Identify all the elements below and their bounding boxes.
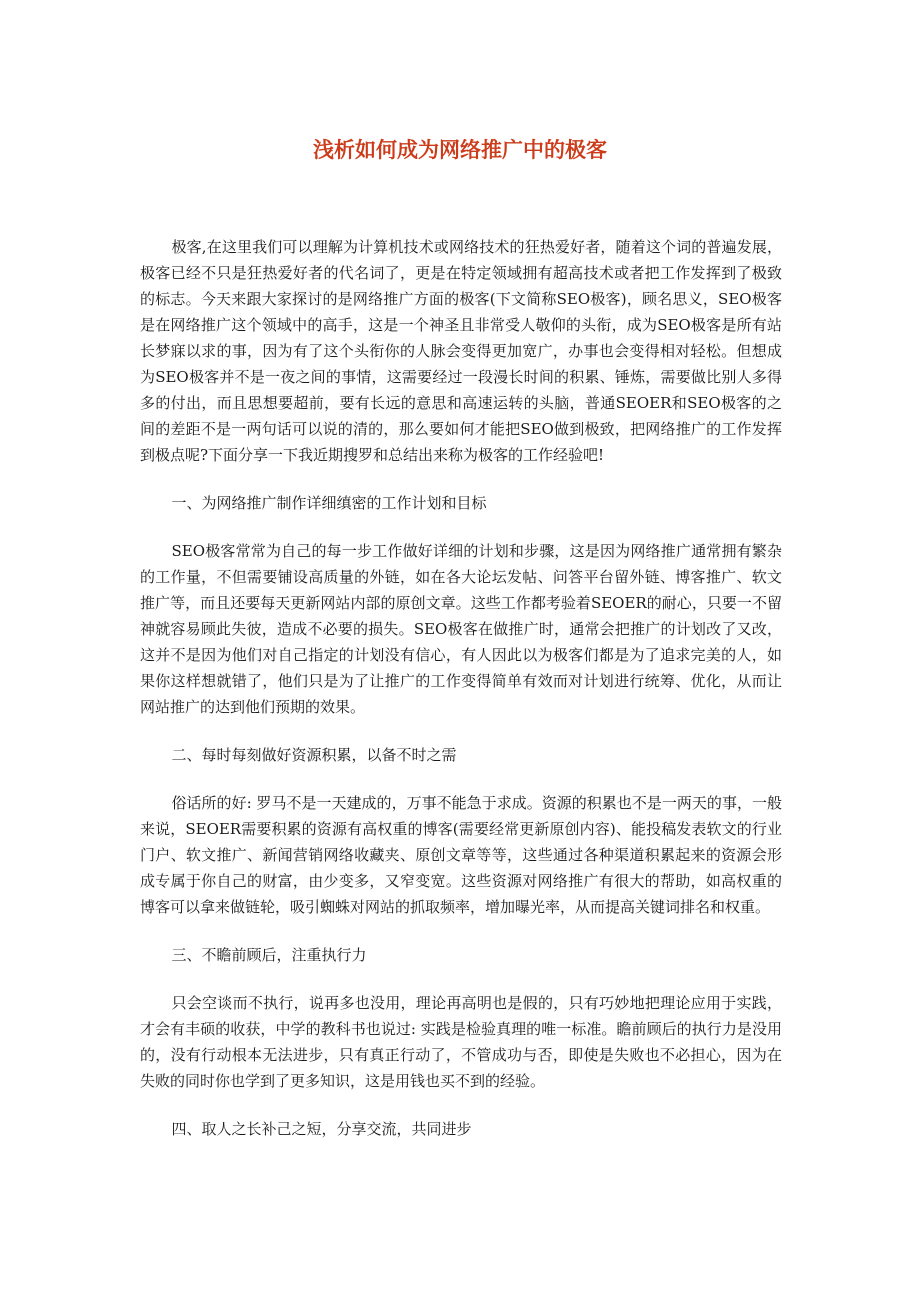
paragraph-section-1: SEO极客常常为自己的每一步工作做好详细的计划和步骤，这是因为网络推广通常拥有繁杂的工作量，不但需要铺设高质量的外链，如在各大论坛发帖、问答平台留外链、博客推广、软文推广等，而且还要每天更新网站内部的原创文章。这些工作都考验着SEOER的耐心，只要一不留神就容易顾此失彼，造成不必要的损失。SEO极客在做推广时，通常会把推广的计划改了又改，这并不是因为他们对自己指定的计划没有信心，有人因此以为极客们都是为了追求完美的人，如果你这样想就错了，他们只是为了让推广的工作变得简单有效而对计划进行统筹、优化，从而让网站推广的达到他们预期的效果。 [140, 542, 782, 716]
paragraph-section-2: 俗话所的好: 罗马不是一天建成的，万事不能急于求成。资源的积累也不是一两天的事，一般来说，SEOER需要积累的资源有高权重的博客(需要经常更新原创内容)、能投稿发表软文的行业门户、软文推广、新闻营销网络收藏夹、原创文章等等，这些通过各种渠道积累起来的资源会形成专属于你自己的财富，由少变多，又窄变宽。这些资源对网络推广有很大的帮助，如高权重的博客可以拿来做链轮，吸引蜘蛛对网站的抓取频率，增加曝光率，从而提高关键词排名和权重。 [140, 794, 782, 916]
document-title: 浅析如何成为网络推广中的极客 [313, 138, 607, 162]
section-heading-1: 一、为网络推广制作详细缜密的工作计划和目标 [171, 494, 487, 512]
section-heading-3: 三、不瞻前顾后，注重执行力 [171, 946, 367, 964]
document-body [140, 234, 782, 1164]
paragraph-intro: 极客,在这里我们可以理解为计算机技术或网络技术的狂热爱好者，随着这个词的普遍发展，极客已经不只是狂热爱好者的代名词了，更是在特定领域拥有超高技术或者把工作发挥到了极致的标志。今天来跟大家探讨的是网络推广方面的极客(下文简称SEO极客)，顾名思义，SEO极客是在网络推广这个领域中的高手，这是一个神圣且非常受人敬仰的头衔，成为SEO极客是所有站长梦寐以求的事，因为有了这个头衔你的人脉会变得更加宽广，办事也会变得相对轻松。但想成为SEO极客并不是一夜之间的事情，这需要经过一段漫长时间的积累、锤炼，需要做比别人多得多的付出，而且思想要超前，要有长远的意思和高速运转的头脑，普通SEOER和SEO极客的之间的差距不是一两句话可以说的清的，那么要如何才能把SEO做到极致，把网络推广的工作发挥到极点呢?下面分享一下我近期搜罗和总结出来称为极客的工作经验吧! [140, 238, 782, 464]
section-heading-4: 四、取人之长补己之短，分享交流，共同进步 [171, 1120, 472, 1138]
paragraph-section-3: 只会空谈而不执行，说再多也没用，理论再高明也是假的，只有巧妙地把理论应用于实践，才会有丰硕的收获，中学的教科书也说过: 实践是检验真理的唯一标准。瞻前顾后的执行力是没用的，没有行动根本无法进步，只有真正行动了，不管成功与否，即使是失败也不必担心，因为在失败的同时你也学到了更多知识，这是用钱也买不到的经验。 [140, 994, 782, 1090]
section-heading-2: 二、每时每刻做好资源积累，以备不时之需 [171, 746, 457, 764]
